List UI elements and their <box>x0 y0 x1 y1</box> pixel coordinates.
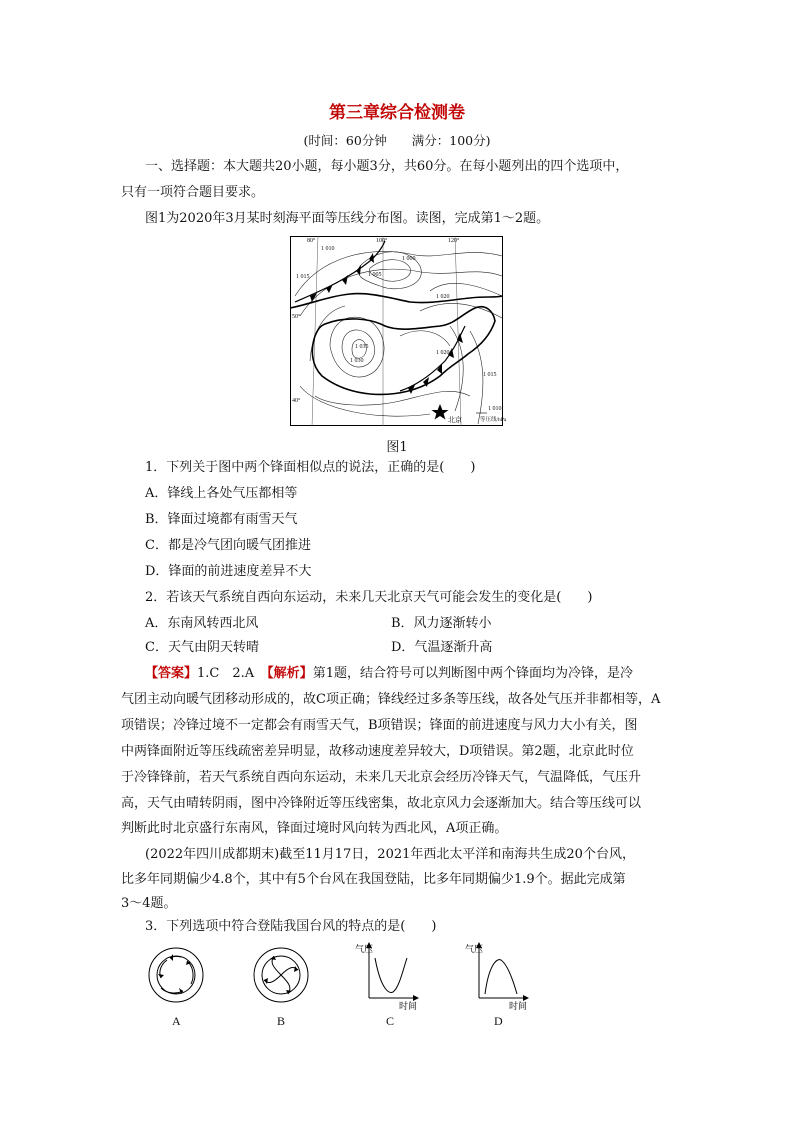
context-line-2: 比多年同期偏少4.8个，其中有5个台风在我国登陆，比多年同期偏少1.9个。据此完成第 <box>121 872 626 887</box>
city-label-beijing: 北京 <box>448 416 462 424</box>
analysis-line-4: 中两锋面附近等压线疏密差异明显，故移动速度差异较大，D项错误。第2题，北京此时位 <box>121 744 634 759</box>
isobar-label: 1 000 <box>402 256 416 262</box>
question-1-option-a: A．锋线上各处气压都相等 <box>145 486 298 501</box>
analysis-line-5: 于冷锋锋前，若天气系统自西向东运动，未来几天北京会经历冷锋天气，气温降低，气压升 <box>121 770 642 785</box>
question-2-option-c: C．天气由阴天转晴 <box>145 640 259 655</box>
page-title: 第三章综合检测卷 <box>329 103 465 123</box>
lon-label-100: 100° <box>376 238 388 244</box>
y-axis-label: 气压 <box>465 945 484 955</box>
question-2-stem: 2．若该天气系统自西向东运动，未来几天北京天气可能会发生的变化是( ) <box>145 590 593 605</box>
answer-tag: 【答案】 <box>145 666 198 681</box>
question-1-option-d: D．锋面的前进速度差异不大 <box>145 564 312 579</box>
question-2-option-a: A．东南风转西北风 <box>145 616 259 631</box>
y-axis-label: 气压 <box>355 945 374 955</box>
isobar-label: 1 020 <box>436 350 450 356</box>
analysis-text: 第1题，结合符号可以判断图中两个锋面均为冷锋，是冷 <box>312 666 633 681</box>
legend-value: 1 010 <box>488 406 502 412</box>
question-2-option-d: D．气温逐渐升高 <box>391 640 493 655</box>
isobar-map <box>290 236 507 426</box>
lon-label-80: 80° <box>307 238 316 244</box>
lat-label-40: 40° <box>292 398 301 404</box>
legend-text: 等压线/hPa <box>480 417 507 423</box>
option-c-label: C <box>386 1014 395 1028</box>
question-1-option-c: C．都是冷气团向暖气团推进 <box>145 538 311 553</box>
isobar-label: 1 005 <box>368 272 382 278</box>
option-b-figure <box>252 944 310 1010</box>
analysis-line-7: 判断此时北京盛行东南风，锋面过境时风向转为西北风，A项正确。 <box>121 821 508 836</box>
answer-line-1 <box>145 661 633 687</box>
section-instructions-line1: 一、选择题：本大题共20小题，每小题3分，共60分。在每小题列出的四个选项中， <box>145 159 629 174</box>
x-axis-label: 时间 <box>399 1002 418 1012</box>
answer-values: 1.C 2.A <box>197 666 268 681</box>
figure-caption: 图1 <box>386 440 408 455</box>
question-1-option-b: B．锋面过境都有雨雪天气 <box>145 512 298 527</box>
isobar-label: 1 015 <box>296 274 310 280</box>
option-a-label: A <box>172 1014 181 1028</box>
analysis-line-3: 项错误；冷锋过境不一定都会有雨雪天气，B项错误；锋面的前进速度与风力大小有关，图 <box>121 718 638 733</box>
context-line-3: 3～4题。 <box>121 896 177 911</box>
isobar-label: 1 020 <box>436 294 450 300</box>
option-b-label: B <box>277 1014 286 1028</box>
analysis-line-2: 气团主动向暖气团移动形成的，故C项正确；锋线经过多条等压线，故各处气压并非都相等，A <box>121 692 661 707</box>
isobar-label: 1 030 <box>350 358 364 364</box>
question-2-option-b: B．风力逐渐转小 <box>391 616 492 631</box>
question-3-stem: 3．下列选项中符合登陆我国台风的特点的是( ) <box>145 919 437 934</box>
exam-info: (时间：60分钟 满分：100分) <box>303 133 491 148</box>
option-d-label: D <box>494 1014 503 1028</box>
lon-label-120: 120° <box>448 238 460 244</box>
x-axis-label: 时间 <box>509 1002 528 1012</box>
isobar-label: 1 015 <box>483 372 497 378</box>
option-d-figure <box>465 940 530 1014</box>
option-a-figure <box>147 944 205 1010</box>
analysis-tag: 【解析】 <box>267 666 313 681</box>
context-line-1: (2022年四川成都期末)截至11月17日，2021年西北太平洋和南海共生成20个台风， <box>145 847 635 862</box>
question-intro: 图1为2020年3月某时刻海平面等压线分布图。读图，完成第1～2题。 <box>145 211 550 226</box>
option-c-figure <box>355 940 420 1014</box>
isobar-label: 1 010 <box>321 246 335 252</box>
isobar-label: 1 035 <box>355 344 369 350</box>
question-1-stem: 1．下列关于图中两个锋面相似点的说法，正确的是( ) <box>145 460 476 475</box>
section-instructions-line2: 只有一项符合题目要求。 <box>121 185 265 200</box>
analysis-line-6: 高，天气由晴转阴雨，图中冷锋附近等压线密集，故北京风力会逐渐加大。结合等压线可以 <box>121 796 642 811</box>
lat-label-50: 50° <box>292 314 301 320</box>
